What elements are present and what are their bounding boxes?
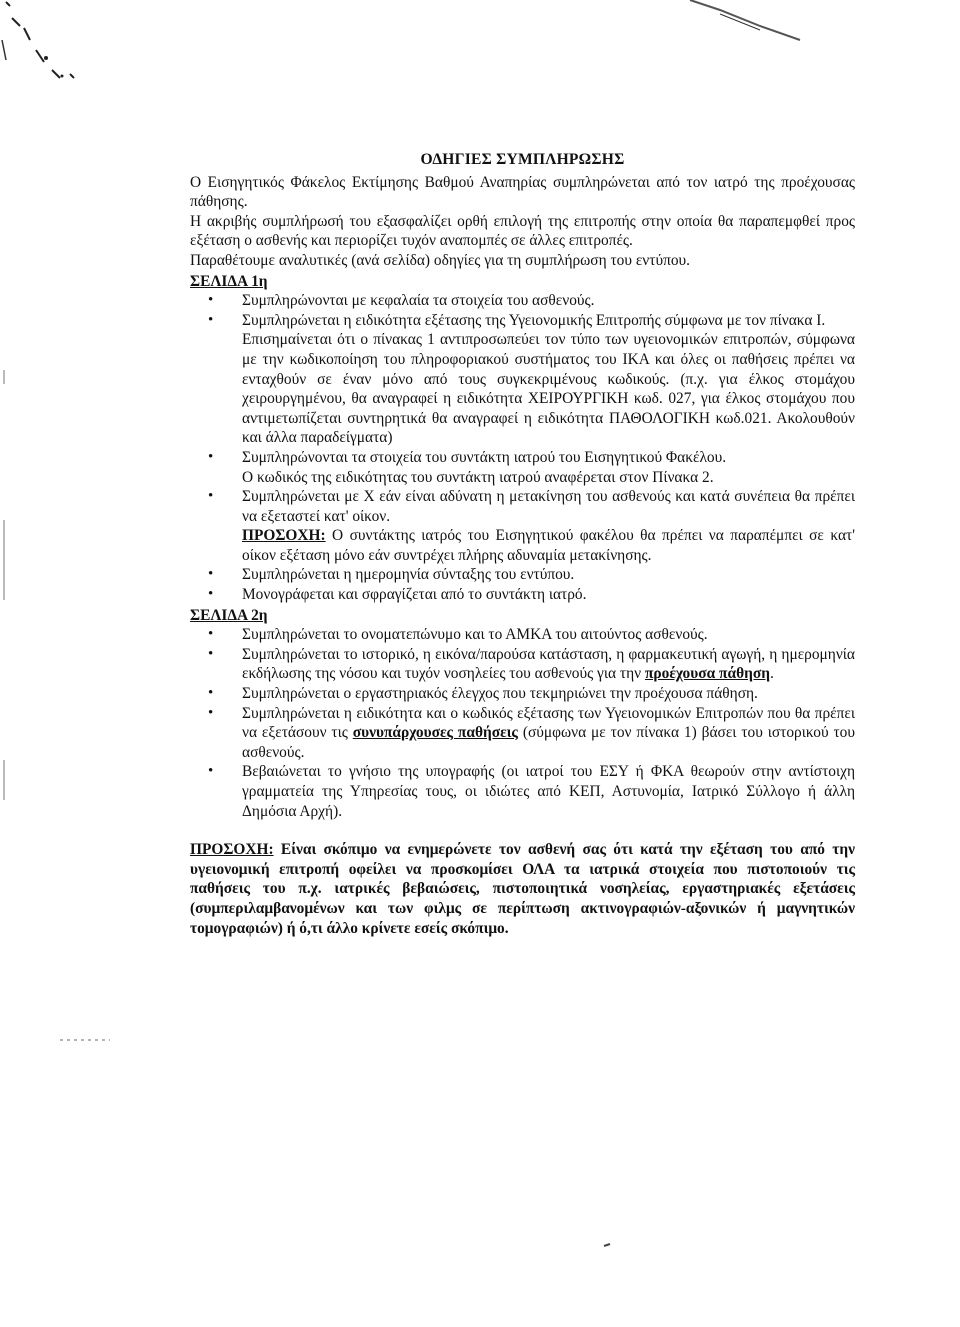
page-2-instructions (190, 625, 855, 821)
list-item-note: Επισημαίνεται ότι ο πίνακας 1 αντιπροσωπεύει τον τύπο των υγειονομικών επιτροπών, σύμφωνα με την κωδικοποίηση του πληροφοριακού συστήματος του ΙΚΑ και όλες οι παθήσεις πρέπει να ενταχθούν σε έναν μόνο από τους συγκεκριμένους κωδικούς. (π.χ. για έλκος στομάχου χειρουργημένου, θα αναγραφεί η ειδικότητα ΧΕΙΡΟΥΡΓΙΚΗ κωδ. 027, για έλκος στομάχου που αντιμετωπίζεται συντηρητικά θα αναγραφεί η ειδικότητα ΠΑΘΟΛΟΓΙΚΗ κωδ.021. Ακολουθούν και άλλα παραδείγματα) (242, 331, 855, 447)
intro-paragraph-3: Παραθέτουμε αναλυτικές (ανά σελίδα) οδηγίες για τη συμπλήρωση του εντύπου. (190, 251, 691, 269)
final-warning (190, 840, 855, 938)
intro-paragraph-2: Η ακριβής συμπλήρωσή του εξασφαλίζει ορθή επιλογή της επιτροπής στην οποία θα παραπεμφθεί προς εξέταση ο ασθενής και περιορίζει τυχόν αναπομπές σε άλλες επιτροπές. (190, 212, 855, 250)
page-title: ΟΔΗΓΙΕΣ ΣΥΜΠΛΗΡΩΣΗΣ (420, 151, 625, 168)
list-item-note: Ο κωδικός της ειδικότητας του συντάκτη ιατρού αναφέρεται στον Πίνακα 2. (242, 468, 714, 486)
list-item: • Συμπληρώνεται η ημερομηνία σύνταξης του εντύπου. (190, 565, 855, 585)
intro-paragraph-1: Ο Εισηγητικός Φάκελος Εκτίμησης Βαθμού Αναπηρίας συμπληρώνεται από τον ιατρό της προέχουσας πάθησης. (190, 173, 855, 211)
list-item (190, 645, 855, 684)
list-item: • Συμπληρώνεται το ονοματεπώνυμο και το ΑΜΚΑ του αιτούντος ασθενούς. (190, 625, 855, 645)
list-item-text: Συμπληρώνεται η ειδικότητα και ο κωδικός εξέτασης των Υγειονομικών Επιτροπών που θα πρέπει να εξετάσουν τις (242, 704, 855, 742)
section-heading-page-2: ΣΕΛΙΔΑ 2η (190, 606, 268, 624)
warning-label: ΠΡΟΣΟΧΗ: (242, 527, 326, 545)
section-heading-page-1: ΣΕΛΙΔΑ 1η (190, 272, 268, 290)
emphasis-text: προέχουσα πάθηση (644, 665, 770, 683)
list-item: • Συμπληρώνονται με κεφαλαία τα στοιχεία του ασθενούς. (190, 291, 855, 311)
list-item (190, 704, 855, 763)
emphasis-text: συνυπάρχουσες παθήσεις (352, 724, 518, 742)
warning-label: ΠΡΟΣΟΧΗ: (190, 841, 274, 859)
list-item-text: Συμπληρώνεται το ιστορικό, η εικόνα/παρούσα κατάσταση, η φαρμακευτική αγωγή, η ημερομηνία εκδήλωσης της νόσου και τυχόν νοσηλείες του ασθενούς για την (242, 645, 855, 683)
list-item: • Συμπληρώνεται η ειδικότητα εξέτασης της Υγειονομικής Επιτροπής σύμφωνα με τον πίνακα Ι. (190, 311, 855, 331)
list-item: • Συμπληρώνονται τα στοιχεία του συντάκτη ιατρού του Εισηγητικού Φακέλου. (190, 448, 855, 468)
list-item-warning (190, 526, 855, 565)
warning-text: Ο συντάκτης ιατρός του Εισηγητικού φακέλου θα πρέπει να παραπέμπει σε κατ' οίκον εξέταση μόνο εάν συντρέχει πλήρης αδυναμία μετακίνησης. (242, 527, 855, 564)
warning-text: Είναι σκόπιμο να ενημερώνετε τον ασθενή σας ότι κατά την εξέταση του από την υγειονομική επιτροπή οφείλει να προσκομίσει ΟΛΑ τα ιατρικά στοιχεία που πιστοποιούν τις παθήσεις του π.χ. ιατρικές βεβαιώσεις, πιστοποιητικά νοσηλείας, εργαστηριακές εξετάσεις (συμπεριλαμβανομένων και των φιλμς σε περίπτωση ακτινογραφιών-αξονικών ή μαγνητικών τομογραφιών) ή ό,τι άλλο κρίνετε εσείς σκόπιμο. (190, 841, 855, 937)
instructions-page (190, 150, 855, 938)
page-1-instructions (190, 291, 855, 605)
list-item: • Βεβαιώνεται το γνήσιο της υπογραφής (οι ιατροί του ΕΣΥ ή ΦΚΑ θεωρούν στην αντίστοιχη γραμματεία της Υπηρεσίας τους, οι ιδιώτες από ΚΕΠ, Αστυνομία, Ιατρικό Σύλλογο ή άλλη Δημόσια Αρχή). (190, 762, 855, 821)
list-item-text: . (769, 665, 774, 683)
list-item: • Συμπληρώνεται ο εργαστηριακός έλεγχος που τεκμηριώνει την προέχουσα πάθηση. (190, 684, 855, 704)
list-item: • Μονογράφεται και σφραγίζεται από το συντάκτη ιατρό. (190, 585, 855, 605)
list-item-text: (σύμφωνα με τον πίνακα 1) βάσει του ιστορικού του ασθενούς. (242, 724, 855, 761)
list-item: • Συμπληρώνεται με Χ εάν είναι αδύνατη η μετακίνηση του ασθενούς και κατά συνέπεια θα πρέπει να εξεταστεί κατ' οίκον. (190, 487, 855, 526)
